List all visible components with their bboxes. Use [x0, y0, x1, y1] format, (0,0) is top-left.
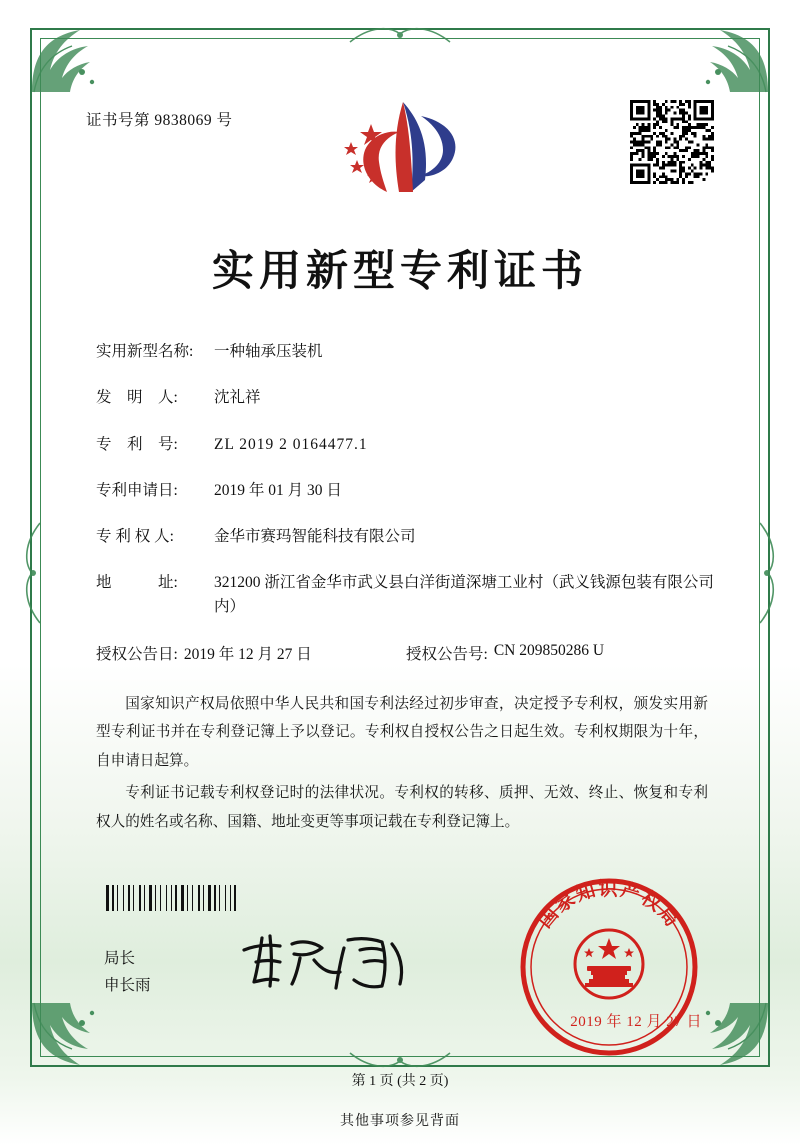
certificate-number: 证书号第 9838069 号 — [86, 112, 233, 129]
edge-ornament-icon — [756, 513, 778, 633]
field-grant-date — [96, 642, 406, 664]
legal-paragraphs — [96, 690, 708, 840]
field-label-patentee: 专 利 权 人: — [96, 528, 174, 545]
field-address — [96, 571, 714, 619]
field-label-patent-number: 专 利 号: — [96, 435, 178, 453]
svg-text:国家知识产权局: 国家知识产权局 — [534, 879, 684, 933]
page-number: 第 1 页 (共 2 页) — [351, 1074, 449, 1089]
signature-name: 申长雨 — [104, 977, 151, 995]
field-label-application-date: 专利申请日: — [96, 481, 178, 499]
corner-ornament-icon — [694, 26, 772, 96]
field-label-grant-date: 授权公告日: — [96, 646, 178, 664]
field-value-address: 321200 浙江省金华市武义县白洋街道深塘工业村（武义钱源包装有限公司内） — [214, 574, 714, 616]
field-patentee — [96, 525, 714, 548]
field-inventor — [96, 386, 714, 409]
field-label-name: 实用新型名称: — [96, 343, 194, 360]
edge-ornament-icon — [340, 24, 460, 46]
field-label-address: 地 址: — [96, 574, 178, 592]
official-seal — [514, 872, 704, 1062]
field-value-patentee: 金华市赛玛智能科技有限公司 — [214, 528, 416, 545]
field-grant-row — [96, 642, 714, 664]
field-value-grant-date: 2019 年 12 月 27 日 — [183, 646, 312, 664]
field-label-grant-number: 授权公告号: — [406, 646, 488, 664]
edge-ornament-icon — [340, 1049, 460, 1071]
field-patent-number — [96, 433, 714, 456]
field-label-inventor: 发 明 人: — [96, 389, 178, 407]
seal-date: 2019 年 12 月 27 日 — [570, 1014, 702, 1030]
field-value-patent-number: ZL 2019 2 0164477.1 — [214, 435, 368, 453]
field-value-grant-number: CN 209850286 U — [493, 642, 605, 660]
footer-note: 其他事项参见背面 — [340, 1114, 460, 1129]
field-value-name: 一种轴承压装机 — [214, 343, 323, 360]
paragraph-1: 国家知识产权局依照中华人民共和国专利法经过初步审查，决定授予专利权，颁发实用新型专利证书并在专利登记簿上予以登记。专利权自授权公告之日起生效。专利权期限为十年，自申请日起算。 — [96, 696, 708, 769]
patent-fields — [96, 340, 714, 680]
signature-title: 局长 — [104, 950, 136, 967]
field-application-date — [96, 479, 714, 502]
corner-ornament-icon — [694, 999, 772, 1069]
field-grant-number — [406, 642, 714, 664]
field-value-inventor: 沈礼祥 — [214, 389, 261, 407]
edge-ornament-icon — [22, 513, 44, 633]
paragraph-2: 专利证书记载专利权登记时的法律状况。专利权的转移、质押、无效、终止、恢复和专利权人的姓名或名称、国籍、地址变更等事项记载在专利登记簿上。 — [96, 785, 708, 830]
field-value-application-date: 2019 年 01 月 30 日 — [214, 481, 342, 499]
page-title: 实用新型专利证书 — [211, 249, 588, 295]
field-utility-model-name — [96, 340, 714, 363]
cnipa-logo-icon — [325, 96, 475, 204]
signature-block — [104, 945, 151, 999]
corner-ornament-icon — [28, 26, 106, 96]
qr-code-icon — [630, 100, 714, 184]
handwritten-signature-icon — [236, 930, 426, 994]
corner-ornament-icon — [28, 999, 106, 1069]
barcode — [106, 885, 261, 911]
